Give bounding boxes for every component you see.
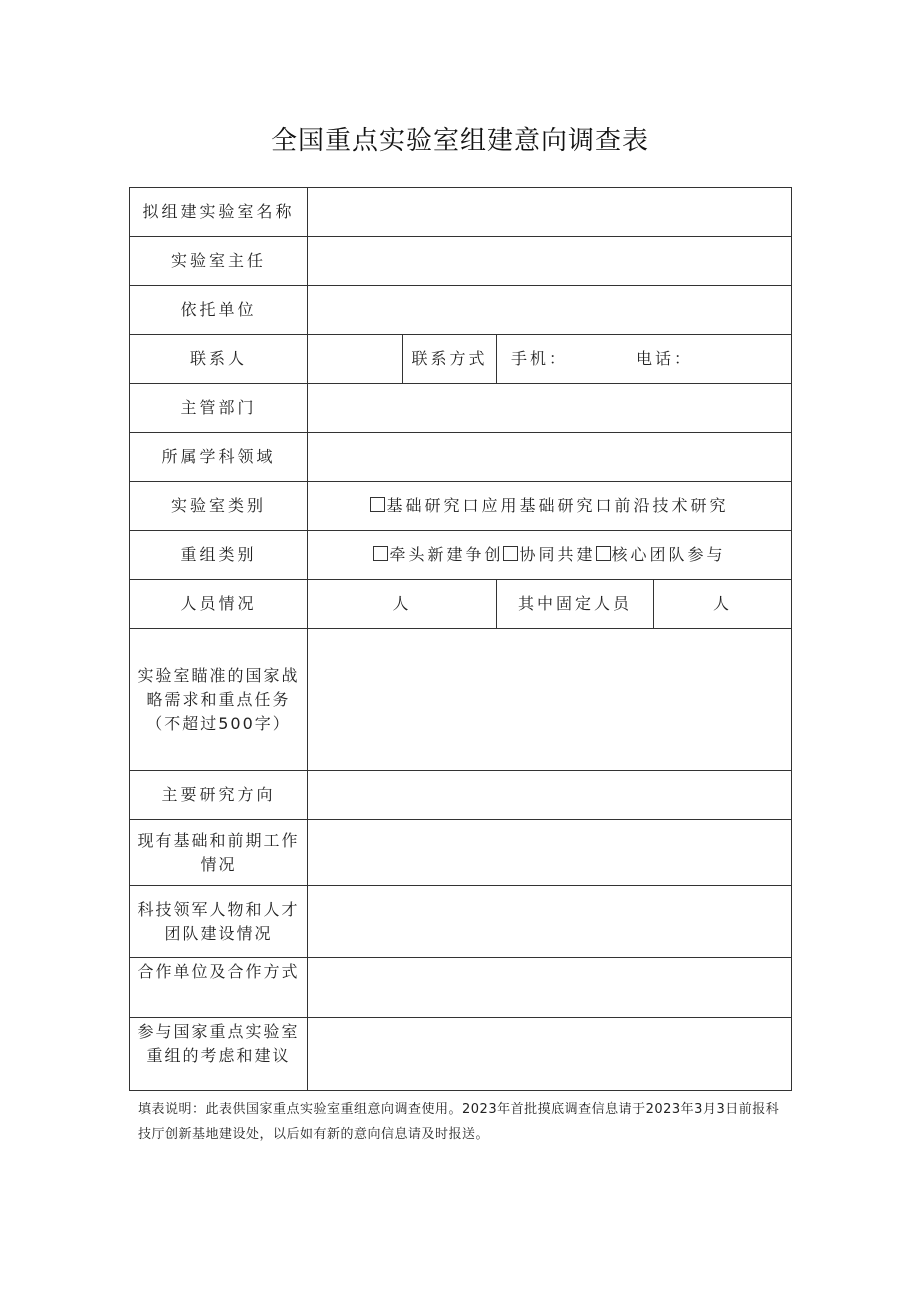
fixed-staff-unit: 人 <box>712 594 732 613</box>
reorg-checkbox-co-build[interactable] <box>503 546 518 561</box>
row-staff <box>130 580 792 629</box>
reorg-checkbox-core-team[interactable] <box>596 546 611 561</box>
contact-person-field[interactable] <box>308 335 403 384</box>
lab-name-field[interactable] <box>308 188 792 237</box>
talent-team-label: 科技领军人物和人才团队建设情况 <box>130 886 308 958</box>
research-direction-field[interactable] <box>308 771 792 820</box>
reorg-option-lead: 牵头新建争创 <box>389 545 504 564</box>
suggestion-field[interactable] <box>308 1018 792 1091</box>
director-field[interactable] <box>308 237 792 286</box>
row-contact <box>130 335 792 384</box>
lab-type-checkbox-basic[interactable] <box>370 497 385 512</box>
page-title: 全国重点实验室组建意向调查表 <box>270 126 649 156</box>
fixed-staff-label: 其中固定人员 <box>497 580 654 629</box>
reorg-type-label: 重组类别 <box>130 531 308 580</box>
fill-instructions-note: 填表说明：此表供国家重点实验室重组意向调查使用。2023年首批摸底调查信息请于2023年3月3日前报科技厅创新基地建设处，以后如有新的意向信息请及时报送。 <box>138 1102 780 1142</box>
strategic-needs-field[interactable] <box>308 629 792 771</box>
reorg-checkbox-lead[interactable] <box>373 546 388 561</box>
row-talent <box>130 886 792 958</box>
row-field <box>130 433 792 482</box>
supervising-dept-label: 主管部门 <box>130 384 308 433</box>
host-unit-label: 依托单位 <box>130 286 308 335</box>
lab-type-option-applied: 应用基础研究 <box>481 496 596 515</box>
contact-person-label: 联系人 <box>130 335 308 384</box>
partner-label: 合作单位及合作方式 <box>130 958 308 1018</box>
row-partner <box>130 958 792 1018</box>
existing-basis-label: 现有基础和前期工作情况 <box>130 820 308 886</box>
reorg-option-core-team: 核心团队参与 <box>611 545 726 564</box>
phone-label: 电话： <box>636 349 694 368</box>
director-label: 实验室主任 <box>130 237 308 286</box>
lab-type-checkbox-applied[interactable]: 口 <box>462 496 482 515</box>
reorg-type-options <box>308 531 792 580</box>
lab-type-checkbox-frontier[interactable]: 口 <box>595 496 615 515</box>
fixed-staff-count-field[interactable] <box>654 580 792 629</box>
row-lab-name <box>130 188 792 237</box>
contact-method-label: 联系方式 <box>403 335 497 384</box>
staff-count-field[interactable] <box>308 580 497 629</box>
row-direction <box>130 771 792 820</box>
row-strategic <box>130 629 792 771</box>
lab-type-label: 实验室类别 <box>130 482 308 531</box>
partner-field[interactable] <box>308 958 792 1018</box>
contact-method-field[interactable] <box>497 335 792 384</box>
row-suggestion <box>130 1018 792 1091</box>
lab-type-option-frontier: 前沿技术研究 <box>614 496 729 515</box>
mobile-label: 手机： <box>511 349 569 368</box>
lab-type-options <box>308 482 792 531</box>
research-direction-label: 主要研究方向 <box>130 771 308 820</box>
strategic-needs-label: 实验室瞄准的国家战略需求和重点任务（不超过500字） <box>130 629 308 771</box>
row-director <box>130 237 792 286</box>
lab-type-option-basic: 基础研究 <box>386 496 463 515</box>
host-unit-field[interactable] <box>308 286 792 335</box>
reorg-option-co-build: 协同共建 <box>519 545 596 564</box>
discipline-field[interactable] <box>308 433 792 482</box>
lab-name-label: 拟组建实验室名称 <box>130 188 308 237</box>
row-reorg-type <box>130 531 792 580</box>
existing-basis-field[interactable] <box>308 820 792 886</box>
row-lab-type <box>130 482 792 531</box>
row-dept <box>130 384 792 433</box>
row-host <box>130 286 792 335</box>
row-basis <box>130 820 792 886</box>
staff-unit: 人 <box>392 594 412 613</box>
suggestion-label: 参与国家重点实验室重组的考虑和建议 <box>130 1018 308 1091</box>
survey-form-table <box>129 187 792 1091</box>
discipline-field-label: 所属学科领域 <box>130 433 308 482</box>
supervising-dept-field[interactable] <box>308 384 792 433</box>
talent-team-field[interactable] <box>308 886 792 958</box>
staff-label: 人员情况 <box>130 580 308 629</box>
